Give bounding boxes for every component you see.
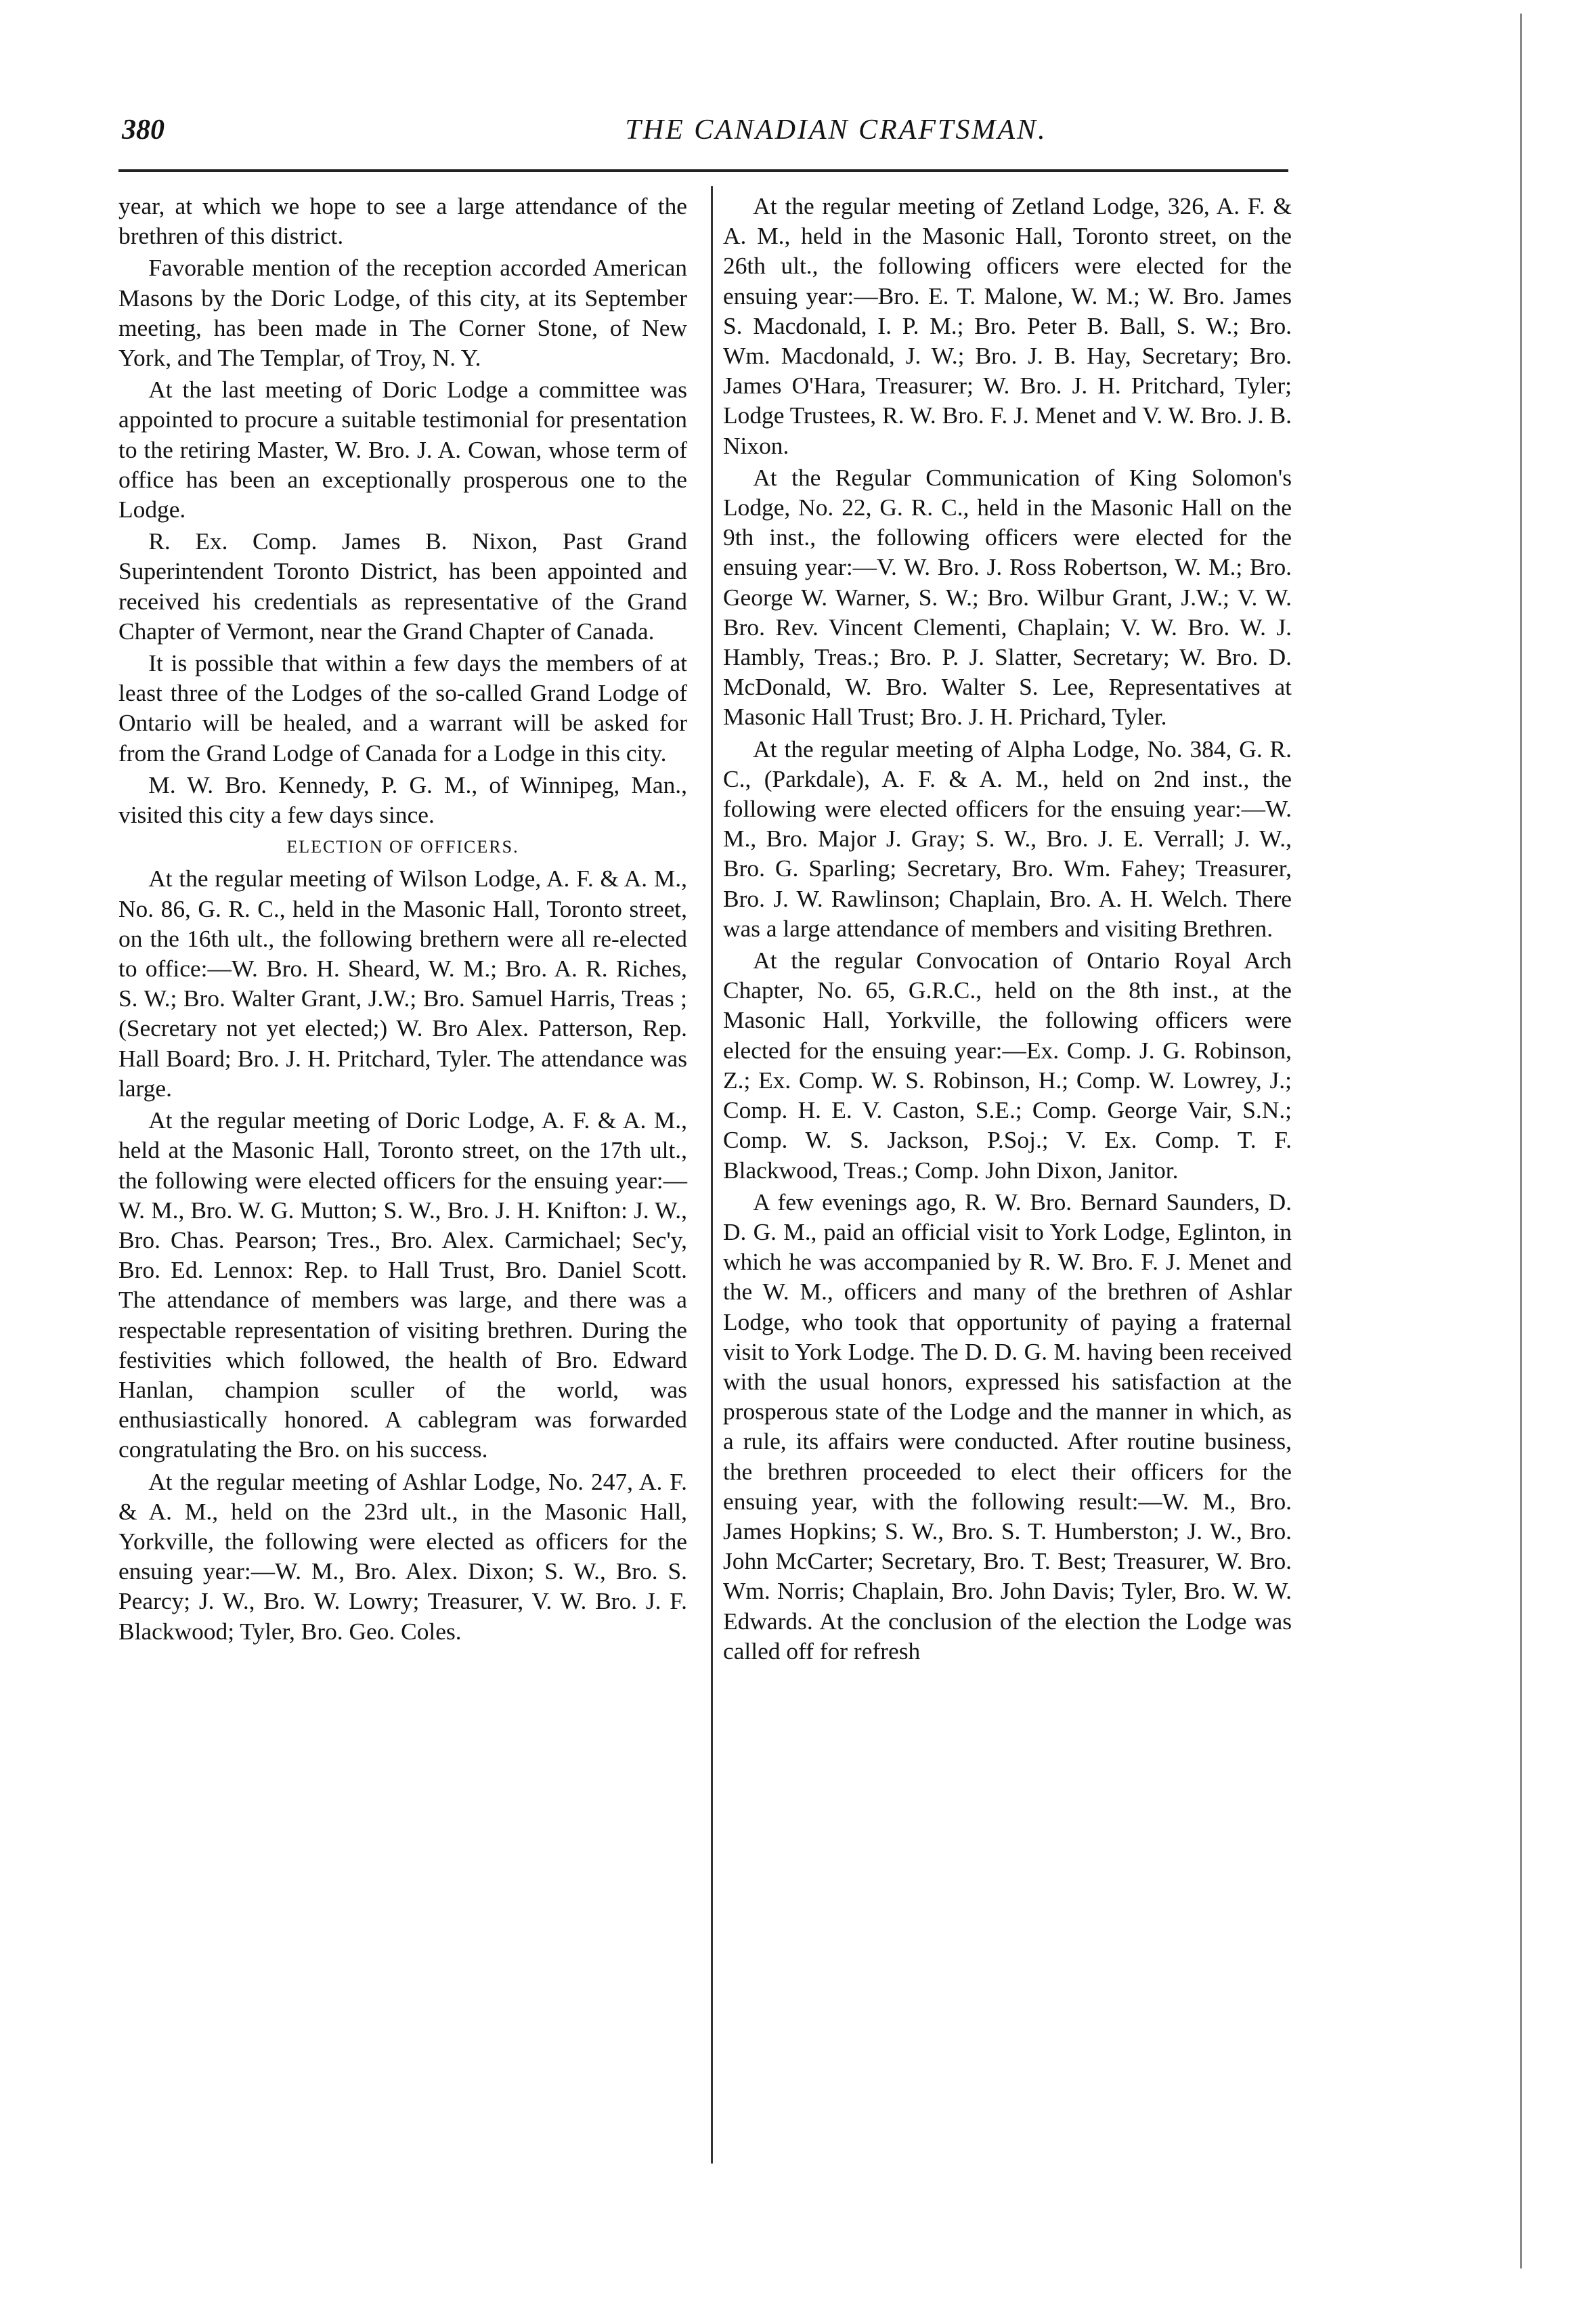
paragraph: At the regular meeting of Zetland Lodge, 326, A. F. & A. M., held in the Masonic Hall, Toronto street, on the 26th ult., the following officers were elected for the ensuing year:—Bro. E. T. Malone, W. M.; W. Bro. James S. Macdonald, I. P. M.; Bro. Peter B. Ball, S. W.; Bro. Wm. Macdonald, J. W.; Bro. J. B. Hay, Secretary; Bro. James O'Hara, Treasurer; W. Bro. J. H. Pritchard, Tyler; Lodge Trustees, R. W. Bro. F. J. Menet and V. W. Bro. J. B. Nixon.	[723, 192, 1292, 459]
paragraph: At the regular meeting of Doric Lodge, A. F. & A. M., held at the Masonic Hall, Toronto street, on the 17th ult., the following were elected officers for the ensuing year:—W. M., Bro. W. G. Mutton; S. W., Bro. J. H. Knifton: J. W., Bro. Chas. Pearson; Tres., Bro. Alex. Carmichael; Sec'y, Bro. Ed. Lennox: Rep. to Hall Trust, Bro. Daniel Scott. The attendance of members was large, and there was a respectable representation of visiting brethren. During the festivities which followed, the health of Bro. Edward Hanlan, champion sculler of the world, was enthusiastically honored. A cablegram was forwarded congratulating the Bro. on his success.	[118, 1106, 687, 1463]
right-column	[723, 191, 1292, 1666]
paragraph: year, at which we hope to see a large attendance of the brethren of this district.	[118, 192, 687, 250]
page-edge-mark	[1520, 14, 1522, 2268]
left-column	[118, 191, 687, 1646]
paragraph: Favorable mention of the reception accorded American Masons by the Doric Lodge, of this city, at its September meeting, has been made in The Corner Stone, of New York, and The Templar, of Troy, N. Y.	[118, 254, 687, 372]
paragraph: At the regular Convocation of Ontario Royal Arch Chapter, No. 65, G.R.C., held on the 8th inst., at the Masonic Hall, Yorkville, the following officers were elected for the ensuing year:—Ex. Comp. J. G. Robinson, Z.; Ex. Comp. W. S. Robinson, H.; Comp. W. Lowrey, J.; Comp. H. E. V. Caston, S.E.; Comp. George Vair, S.N.; Comp. W. S. Jackson, P.Soj.; V. Ex. Comp. T. F. Blackwood, Treas.; Comp. John Dixon, Janitor.	[723, 947, 1292, 1184]
paragraph: At the regular meeting of Ashlar Lodge, No. 247, A. F. & A. M., held on the 23rd ult., in the Masonic Hall, Yorkville, the following were elected as officers for the ensuing year:—W. M., Bro. Alex. Dixon; S. W., Bro. S. Pearcy; J. W., Bro. W. Lowry; Treasurer, V. W. Bro. J. F. Blackwood; Tyler, Bro. Geo. Coles.	[118, 1467, 687, 1645]
paragraph: R. Ex. Comp. James B. Nixon, Past Grand Superintendent Toronto District, has been appointed and received his credentials as representative of the Grand Chapter of Vermont, near the Grand Chapter of Canada.	[118, 528, 687, 645]
paragraph: M. W. Bro. Kennedy, P. G. M., of Winnipeg, Man., visited this city a few days since.	[118, 771, 687, 829]
paragraph: At the Regular Communication of King Solomon's Lodge, No. 22, G. R. C., held in the Masonic Hall on the 9th inst., the following officers were elected for the ensuing year:—V. W. Bro. J. Ross Robertson, W. M.; Bro. George W. Warner, S. W.; Bro. Wilbur Grant, J.W.; V. W. Bro. Rev. Vincent Clementi, Chaplain; V. W. Bro. W. J. Hambly, Treas.; Bro. P. J. Slatter, Secretary; W. Bro. D. McDonald, W. Bro. Walter S. Lee, Representatives at Masonic Hall Trust; Bro. J. H. Prichard, Tyler.	[723, 463, 1292, 731]
page-number: 380	[122, 114, 165, 146]
section-heading: ELECTION OF OFFICERS.	[286, 837, 519, 857]
paragraph: At the regular meeting of Alpha Lodge, No. 384, G. R. C., (Parkdale), A. F. & A. M., held on 2nd inst., the following were elected officers for the ensuing year:—W. M., Bro. Major J. Gray; S. W., Bro. J. E. Verrall; J. W., Bro. G. Sparling; Secretary, Bro. Wm. Fahey; Treasurer, Bro. J. W. Rawlinson; Chaplain, Bro. A. H. Welch. There was a large attendance of members and visiting Brethren.	[723, 735, 1292, 942]
paragraph: It is possible that within a few days the members of at least three of the Lodges of the so-called Grand Lodge of Ontario will be healed, and a warrant will be asked for from the Grand Lodge of Canada for a Lodge in this city.	[118, 649, 687, 767]
column-divider	[711, 186, 713, 2164]
running-title: THE CANADIAN CRAFTSMAN.	[625, 114, 1047, 146]
paragraph: At the regular meeting of Wilson Lodge, A. F. & A. M., No. 86, G. R. C., held in the Masonic Hall, Toronto street, on the 16th ult., the following brethern were all re-elected to office:—W. Bro. H. Sheard, W. M.; Bro. A. R. Riches, S. W.; Bro. Walter Grant, J.W.; Bro. Samuel Harris, Treas ; (Secretary not yet elected;) W. Bro Alex. Patterson, Rep. Hall Board; Bro. J. H. Pritchard, Tyler. The attendance was large.	[118, 865, 687, 1102]
header-rule	[118, 169, 1288, 172]
paragraph: A few evenings ago, R. W. Bro. Bernard Saunders, D. D. G. M., paid an official visit to York Lodge, Eglinton, in which he was accompanied by R. W. Bro. F. J. Menet and the W. M., officers and many of the brethren of Ashlar Lodge, who took that opportunity of paying a fraternal visit to York Lodge. The D. D. G. M. having been received with the usual honors, expressed his satisfaction at the prosperous state of the Lodge and the manner in which, as a rule, its affairs were conducted. After routine business, the brethren proceeded to elect their officers for the ensuing year, with the following result:—W. M., Bro. James Hopkins; S. W., Bro. S. T. Humberston; J. W., Bro. John McCarter; Secretary, Bro. T. Best; Treasurer, W. Bro. Wm. Norris; Chaplain, Bro. John Davis; Tyler, Bro. W. W. Edwards. At the conclusion of the election the Lodge was called off for refresh	[723, 1188, 1292, 1664]
paragraph: At the last meeting of Doric Lodge a committee was appointed to procure a suitable testimonial for presentation to the retiring Master, W. Bro. J. A. Cowan, whose term of office has been an exceptionally prosperous one to the Lodge.	[118, 376, 687, 523]
